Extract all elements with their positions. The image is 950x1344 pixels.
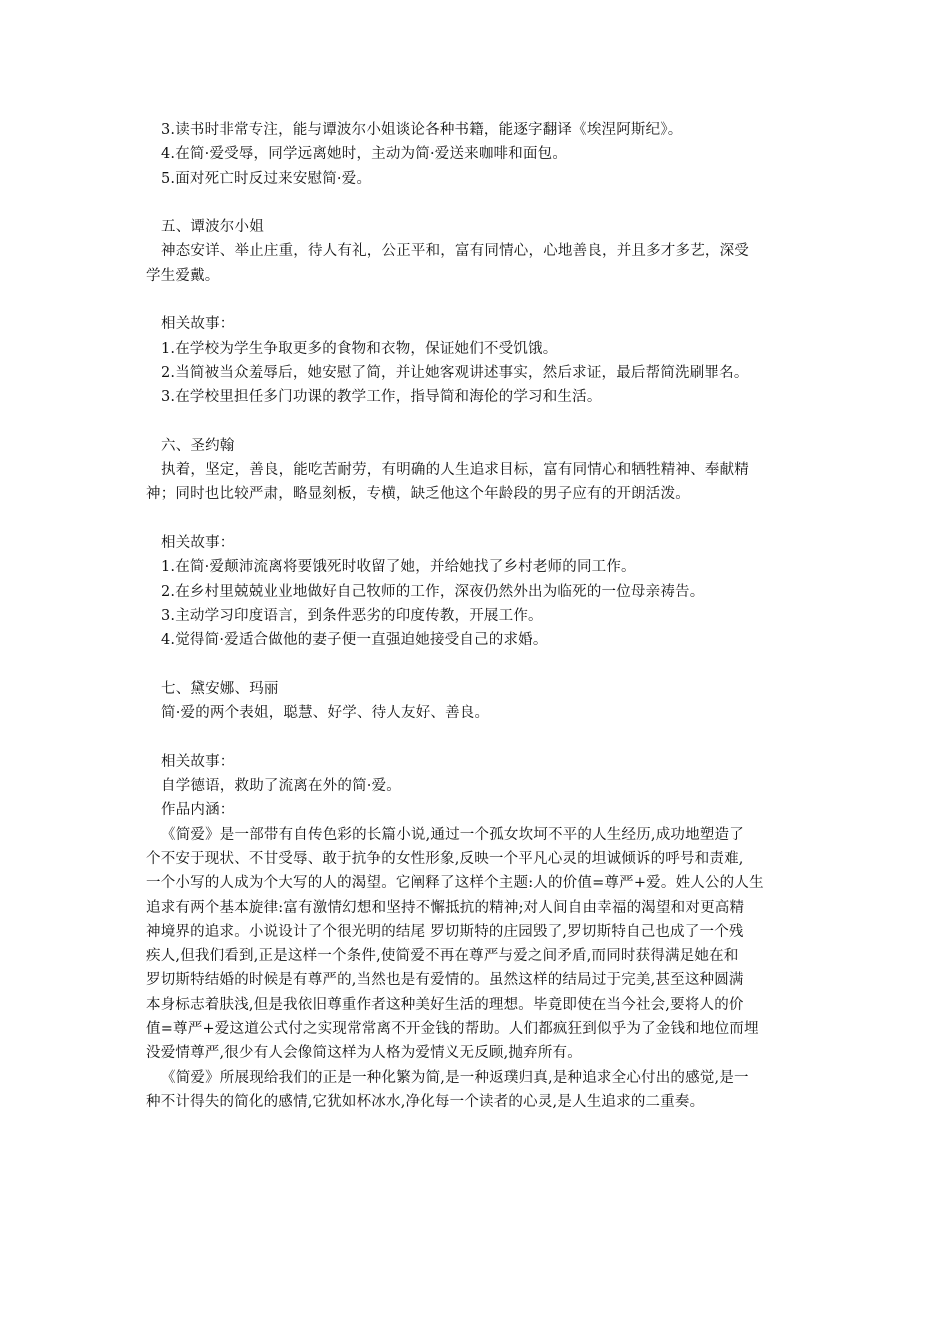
- list-item: 3.读书时非常专注，能与谭波尔小姐谈论各种书籍，能逐字翻译《埃涅阿斯纪》。: [161, 122, 683, 138]
- paragraph-line: 种不计得失的简化的感情,它犹如杯冰水,净化每一个读者的心灵,是人生追求的二重奏。: [146, 1093, 705, 1110]
- paragraph-line: 本身标志着肤浅,但是我依旧尊重作者这种美好生活的理想。毕竟即使在当今社会,要将人的价: [146, 996, 744, 1013]
- description-line: 执着，坚定，善良，能吃苦耐劳，有明确的人生追求目标，富有同情心和牺牲精神、奉献精: [161, 462, 749, 479]
- spacer: [146, 653, 814, 677]
- list-item: 2.在乡村里兢兢业业地做好自己牧师的工作，深夜仍然外出为临死的一位母亲祷告。: [161, 583, 705, 600]
- section-heading: 七、黛安娜、玛丽: [161, 680, 279, 697]
- spacer: [146, 725, 814, 749]
- paragraph-line: 罗切斯特结婚的时候是有尊严的,当然也是有爱情的。虽然这样的结局过于完美,甚至这种圆满: [146, 972, 744, 989]
- paragraph-line: 《简爱》是一部带有自传色彩的长篇小说,通过一个孤女坎坷不平的人生经历,成功地塑造了: [161, 826, 744, 843]
- list-item: 3.在学校里担任多门功课的教学工作，指导简和海伦的学习和生活。: [161, 389, 602, 406]
- connotation-label: 作品内涵：: [161, 802, 235, 819]
- list-item: 3.主动学习印度语言，到条件恶劣的印度传教，开展工作。: [161, 607, 543, 624]
- stories-label: 相关故事：: [161, 316, 235, 333]
- list-item: 2.当简被当众羞辱后，她安慰了简，并让她客观讲述事实，然后求证，最后帮简洗刷罪名。: [161, 364, 749, 381]
- description-line: 简·爱的两个表姐，聪慧、好学、待人友好、善良。: [161, 705, 490, 722]
- description-line: 神态安详、举止庄重，待人有礼，公正平和，富有同情心，心地善良，并且多才多艺，深受: [161, 243, 749, 260]
- spacer: [146, 191, 814, 215]
- paragraph-line: 一个小写的人成为个大写的人的渴望。它阐释了这样个主题:人的价值=尊严+爱。姓人公的人生: [146, 875, 764, 892]
- list-item: 4.觉得简·爱适合做他的妻子便一直强迫她接受自己的求婚。: [161, 632, 548, 649]
- stories-label: 相关故事：: [161, 535, 235, 552]
- spacer: [146, 507, 814, 531]
- list-item: 1.在简·爱颠沛流离将要饿死时收留了她，并给她找了乡村老师的同工作。: [161, 559, 636, 576]
- document-body: [146, 118, 814, 1114]
- section-heading: 五、谭波尔小姐: [161, 219, 264, 236]
- list-item: 自学德语，救助了流离在外的简·爱。: [161, 778, 402, 795]
- paragraph-line: 神境界的追求。小说设计了个很光明的结尾 罗切斯特的庄园毁了,罗切斯特自己也成了一个残: [146, 923, 744, 940]
- description-line: 学生爱戴。: [146, 267, 220, 284]
- paragraph-line: 追求有两个基本旋律:富有激情幻想和坚持不懈抵抗的精神;对人间自由幸福的渴望和对更高精: [146, 899, 745, 916]
- paragraph-line: 《简爱》所展现给我们的正是一种化繁为简,是一种返璞归真,是种追求全心付出的感觉,是一: [161, 1069, 749, 1086]
- section-heading: 六、圣约翰: [161, 437, 235, 454]
- paragraph-line: 个不安于现状、不甘受辱、敢于抗争的女性形象,反映一个平凡心灵的坦诚倾诉的呼号和责难,: [146, 850, 744, 867]
- list-item: 5.面对死亡时反过来安慰简·爱。: [161, 170, 372, 187]
- stories-label: 相关故事：: [161, 753, 235, 770]
- list-item: 4.在简·爱受辱，同学远离她时，主动为简·爱送来咖啡和面包。: [161, 146, 568, 163]
- spacer: [146, 410, 814, 434]
- description-line: 神；同时也比较严肃，略显刻板，专横，缺乏他这个年龄段的男子应有的开朗活泼。: [146, 486, 690, 503]
- paragraph-line: 没爱情尊严,很少有人会像简这样为人格为爱情义无反顾,抛弃所有。: [146, 1045, 582, 1062]
- spacer: [146, 288, 814, 312]
- paragraph-line: 疾人,但我们看到,正是这样一个条件,使简爱不再在尊严与爱之间矛盾,而同时获得满足她在和: [146, 948, 739, 965]
- list-item: 1.在学校为学生争取更多的食物和衣物，保证她们不受饥饿。: [161, 340, 558, 357]
- paragraph-line: 值=尊严+爱这道公式付之实现常常离不开金钱的帮助。人们都疯狂到似乎为了金钱和地位而埋: [146, 1020, 759, 1037]
